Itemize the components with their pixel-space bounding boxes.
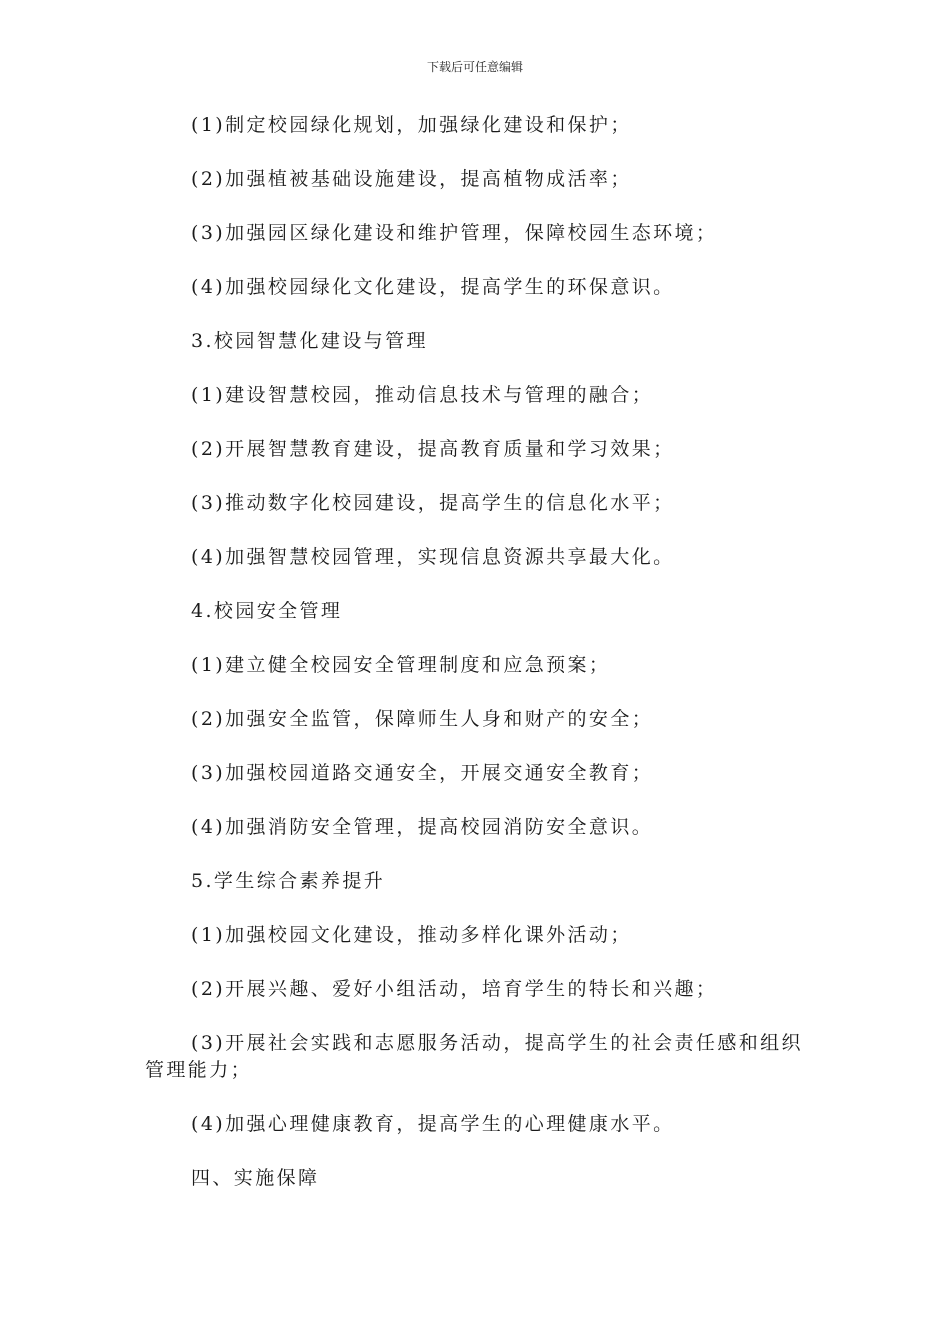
list-item: (3)加强校园道路交通安全，开展交通安全教育； — [191, 762, 654, 784]
list-item: (4)加强智慧校园管理，实现信息资源共享最大化。 — [191, 546, 675, 568]
list-item: (2)开展智慧教育建设，提高教育质量和学习效果； — [191, 438, 675, 460]
list-item: (2)加强安全监管，保障师生人身和财产的安全； — [191, 708, 654, 730]
list-item: (4)加强消防安全管理，提高校园消防安全意识。 — [191, 816, 654, 838]
section-heading: 四、实施保障 — [191, 1167, 320, 1189]
list-item: (3)加强园区绿化建设和维护管理，保障校园生态环境； — [191, 222, 718, 244]
list-item: (3)推动数字化校园建设，提高学生的信息化水平； — [191, 492, 675, 514]
list-item: (1)建设智慧校园，推动信息技术与管理的融合； — [191, 384, 654, 406]
document-body — [145, 112, 807, 1219]
section-heading: 5.学生综合素养提升 — [191, 870, 386, 892]
list-item: (1)制定校园绿化规划，加强绿化建设和保护； — [191, 114, 632, 136]
list-item: (2)加强植被基础设施建设，提高植物成活率； — [191, 168, 632, 190]
section-heading: 4.校园安全管理 — [191, 600, 343, 622]
list-item: (4)加强校园绿化文化建设，提高学生的环保意识。 — [191, 276, 675, 298]
list-item: (1)建立健全校园安全管理制度和应急预案； — [191, 654, 611, 676]
list-item: (3)开展社会实践和志愿服务活动，提高学生的社会责任感和组织管理能力； — [145, 1032, 803, 1081]
list-item: (1)加强校园文化建设，推动多样化课外活动； — [191, 924, 632, 946]
list-item: (4)加强心理健康教育，提高学生的心理健康水平。 — [191, 1113, 675, 1135]
list-item: (2)开展兴趣、爱好小组活动，培育学生的特长和兴趣； — [191, 978, 718, 1000]
section-heading: 3.校园智慧化建设与管理 — [191, 330, 428, 352]
page-header: 下载后可任意编辑 — [426, 60, 523, 74]
